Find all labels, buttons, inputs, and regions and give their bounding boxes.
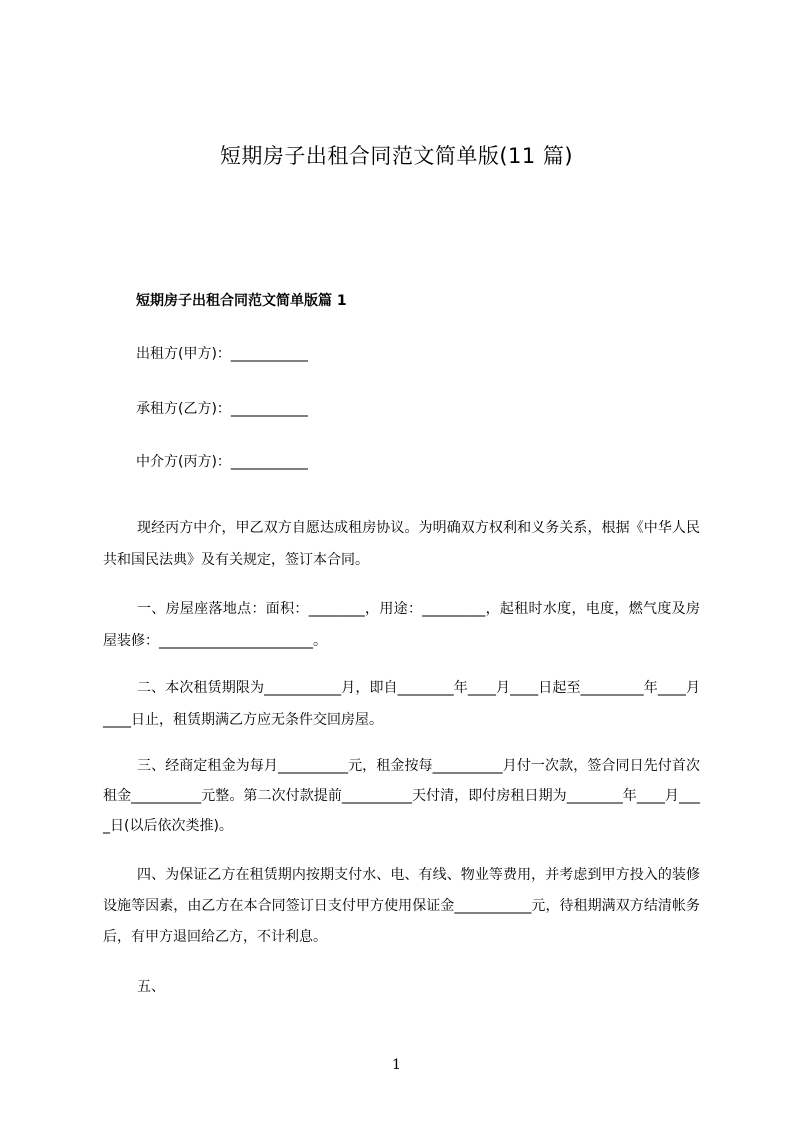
lessee-line: 承租方(乙方)：___________ [136, 401, 308, 417]
clause-5-paragraph: 五、 [137, 979, 165, 995]
lessor-line: 出租方(甲方)：___________ [136, 346, 308, 362]
document-title: 短期房子出租合同范文简单版(11 篇) [219, 144, 574, 168]
clause-1-paragraph: 一、房屋座落地点：面积：________，用途：_________，起租时水度，电度，燃气度及房屋装修：______________________。 [103, 601, 700, 649]
agent-line: 中介方(丙方)：___________ [136, 454, 308, 470]
page-number: 1 [392, 1057, 401, 1073]
clause-2-paragraph: 二、本次租赁期限为___________月，即自________年____月____日起至_________年____月____日止，租赁期满乙方应无条件交回房屋。 [103, 680, 700, 728]
intro-paragraph: 现经丙方中介，甲乙双方自愿达成租房协议。为明确双方权利和义务关系，根据《中华人民共和国民法典》及有关规定，签订本合同。 [103, 520, 700, 568]
section-heading: 短期房子出租合同范文简单版篇 1 [136, 293, 347, 309]
clause-3-paragraph: 三、经商定租金为每月__________元，租金按每__________月付一次款，签合同日先付首次租金__________元整。第二次付款提前__________天付清，即付房租日期为________年____月____日(以后依次类推)。 [103, 758, 700, 834]
clause-4-paragraph: 四、为保证乙方在租赁期内按期支付水、电、有线、物业等费用，并考虑到甲方投入的装修设施等因素，由乙方在本合同签订日支付甲方使用保证金___________元，待租期满双方结清帐务后，有甲方退回给乙方，不计利息。 [103, 867, 700, 945]
